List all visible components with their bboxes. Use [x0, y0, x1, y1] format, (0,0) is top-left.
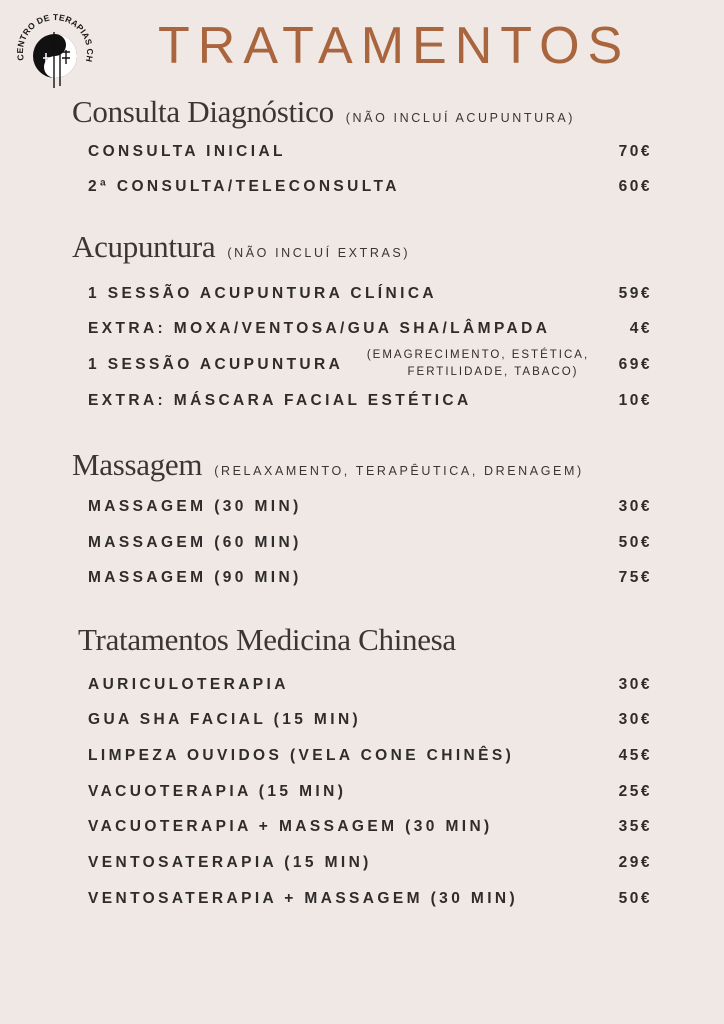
treatment-subnote [348, 347, 608, 381]
treatment-label: EXTRA: MOXA/VENTOSA/GUA SHA/LÂMPADA [88, 320, 551, 337]
treatment-label: VACUOTERAPIA + MASSAGEM (30 MIN) [88, 818, 493, 835]
treatment-label: MASSAGEM (60 MIN) [88, 534, 302, 551]
price-row [88, 140, 652, 164]
treatment-price: 50€ [618, 890, 652, 907]
price-row [88, 851, 652, 875]
price-row [88, 815, 652, 839]
treatment-label: VENTOSATERAPIA + MASSAGEM (30 MIN) [88, 890, 519, 907]
treatment-label: AURICULOTERAPIA [88, 676, 289, 693]
treatment-label: MASSAGEM (90 MIN) [88, 569, 302, 586]
price-row [88, 175, 652, 199]
treatment-label: GUA SHA FACIAL (15 MIN) [88, 711, 362, 728]
treatment-price: 25€ [618, 783, 652, 800]
treatment-label: 2ª CONSULTA/TELECONSULTA [88, 178, 400, 195]
treatment-subnote-line: FERTILIDADE, TABACO) [407, 366, 579, 378]
treatment-price: 50€ [618, 534, 652, 551]
section-note: (NÃO INCLUÍ ACUPUNTURA) [345, 111, 576, 125]
price-row [88, 282, 652, 306]
treatment-label: VENTOSATERAPIA (15 MIN) [88, 854, 372, 871]
section-note: (RELAXAMENTO, TERAPÊUTICA, DRENAGEM) [214, 464, 584, 478]
treatment-label: 1 SESSÃO ACUPUNTURA CLÍNICA [88, 285, 438, 302]
treatment-label: VACUOTERAPIA (15 MIN) [88, 783, 347, 800]
price-row [88, 780, 652, 804]
yin-yang-icon [33, 32, 77, 88]
treatment-price: 30€ [618, 498, 652, 515]
logo-text: CENTRO DE TERAPIAS CH [14, 12, 96, 64]
treatment-subnote-line: (EMAGRECIMENTO, ESTÉTICA, [366, 349, 590, 361]
treatment-price: 30€ [618, 711, 652, 728]
treatment-price: 35€ [618, 818, 652, 835]
price-row [88, 495, 652, 519]
price-row [88, 317, 652, 341]
section-header-consulta [72, 94, 575, 130]
price-row [88, 349, 652, 378]
section-header-massagem [72, 447, 584, 483]
section-header-medicina-chinesa [78, 622, 456, 658]
treatment-price: 45€ [618, 747, 652, 764]
price-row [88, 887, 652, 911]
section-title: Massagem [72, 447, 203, 482]
treatment-price: 4€ [629, 320, 652, 337]
price-row [88, 673, 652, 697]
treatment-price: 29€ [618, 854, 652, 871]
treatment-price: 60€ [618, 178, 652, 195]
treatment-label: MASSAGEM (30 MIN) [88, 498, 302, 515]
page-title: TRATAMENTOS [158, 17, 631, 75]
price-row [88, 389, 652, 413]
treatment-label: LIMPEZA OUVIDOS (VELA CONE CHINÊS) [88, 747, 515, 764]
treatment-price: 70€ [618, 143, 652, 160]
price-row [88, 744, 652, 768]
treatment-label: EXTRA: MÁSCARA FACIAL ESTÉTICA [88, 392, 472, 409]
section-title: Consulta Diagnóstico [72, 94, 334, 129]
treatment-price: 69€ [618, 356, 652, 373]
treatment-price: 10€ [618, 392, 652, 409]
price-row [88, 708, 652, 732]
section-title: Tratamentos Medicina Chinesa [78, 622, 456, 657]
section-header-acupuntura [72, 229, 410, 265]
price-row [88, 531, 652, 555]
section-title: Acupuntura [72, 229, 216, 264]
treatment-label: CONSULTA INICIAL [88, 143, 286, 160]
treatment-label: 1 SESSÃO ACUPUNTURA [88, 356, 344, 373]
treatment-price: 30€ [618, 676, 652, 693]
treatment-price: 75€ [618, 569, 652, 586]
treatment-price: 59€ [618, 285, 652, 302]
section-note: (NÃO INCLUÍ EXTRAS) [227, 246, 411, 260]
price-row [88, 566, 652, 590]
logo [10, 8, 100, 90]
